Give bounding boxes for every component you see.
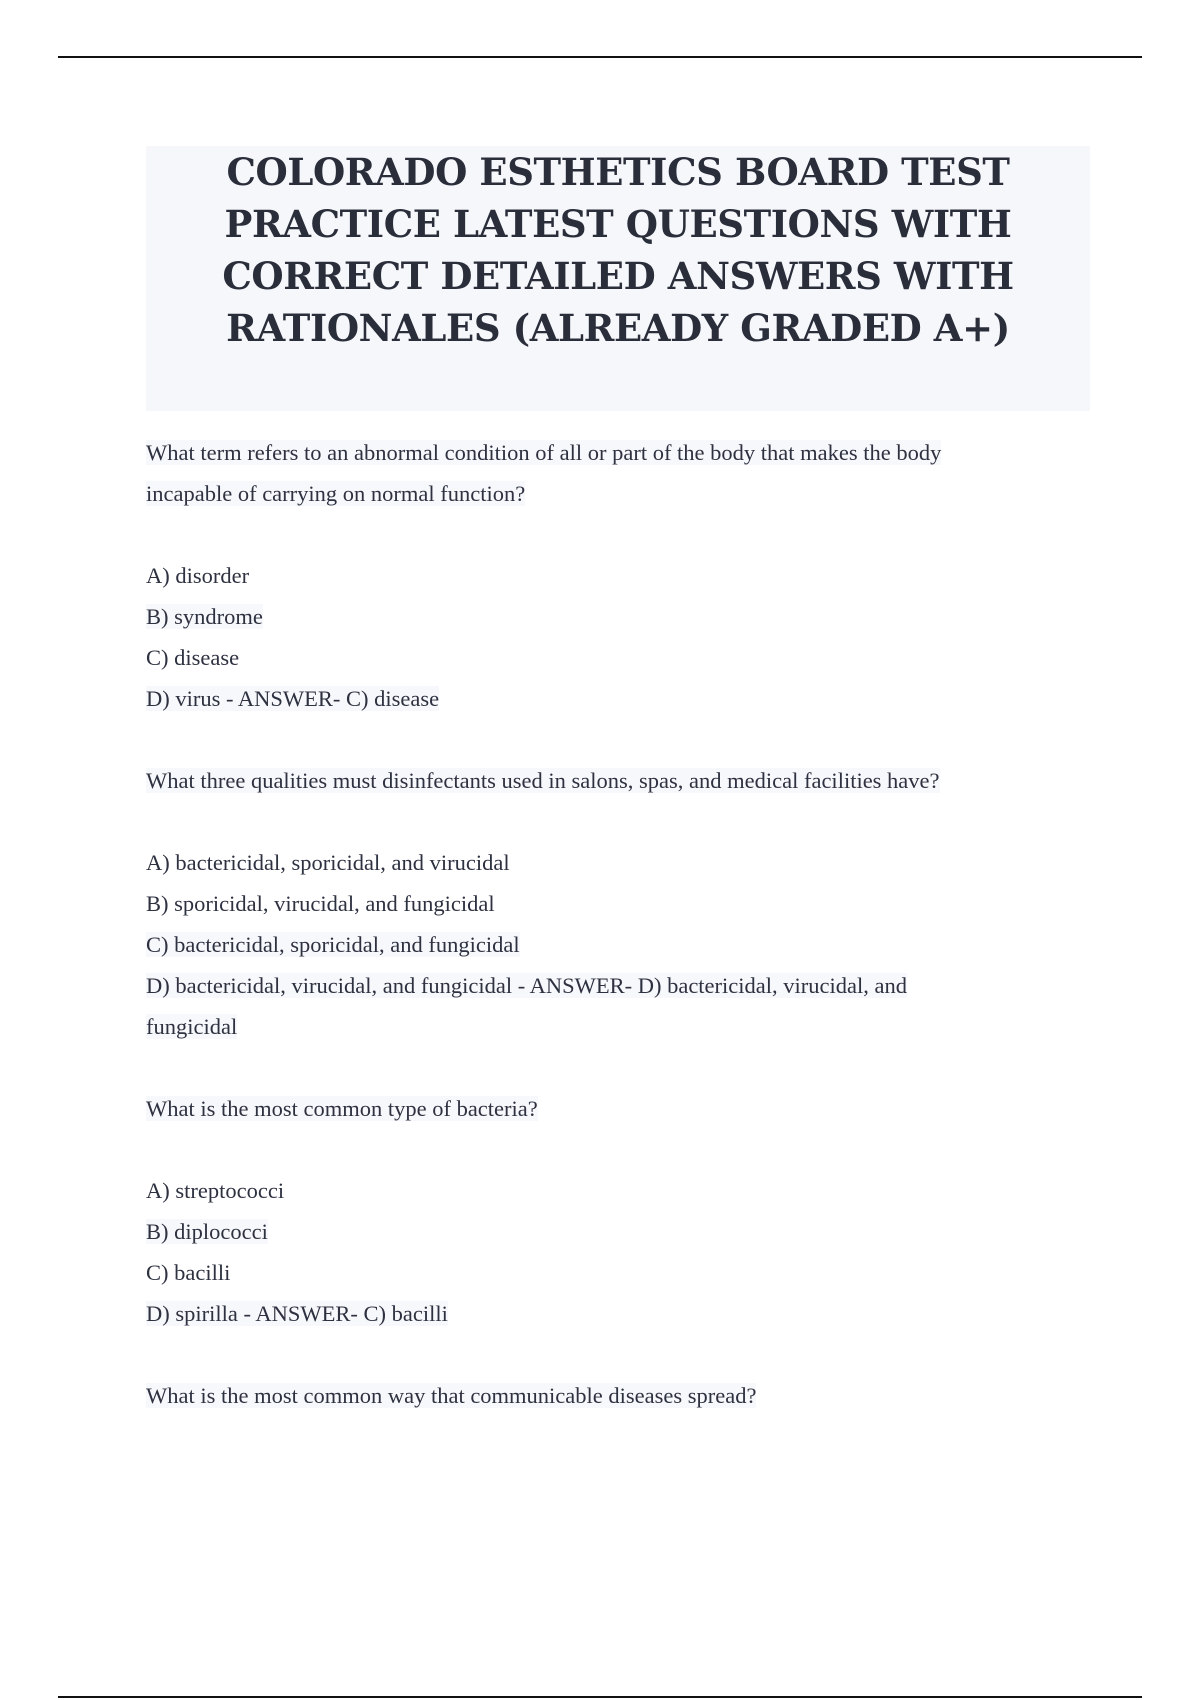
answer-option: B) diplococci bbox=[146, 1219, 268, 1244]
question-block bbox=[146, 1088, 1096, 1334]
answer-option: C) bactericidal, sporicidal, and fungicidal bbox=[146, 932, 520, 957]
title-line: CORRECT DETAILED ANSWERS WITH bbox=[222, 254, 1014, 298]
answer-option-with-answer: D) bactericidal, virucidal, and fungicidal - ANSWER- D) bactericidal, virucidal, and bbox=[146, 973, 907, 998]
answer-option-with-answer: D) virus - ANSWER- C) disease bbox=[146, 686, 440, 711]
answer-option-with-answer: D) spirilla - ANSWER- C) bacilli bbox=[146, 1301, 448, 1326]
answer-option-continuation: fungicidal bbox=[146, 1014, 238, 1039]
question-text: incapable of carrying on normal function? bbox=[146, 481, 526, 506]
answer-option: B) syndrome bbox=[146, 604, 263, 629]
answer-option: A) disorder bbox=[146, 563, 250, 588]
answer-option: C) bacilli bbox=[146, 1260, 231, 1285]
answer-option: C) disease bbox=[146, 645, 240, 670]
top-rule bbox=[58, 56, 1142, 58]
question-block bbox=[146, 432, 1096, 719]
question-text: What is the most common way that communicable diseases spread? bbox=[146, 1383, 757, 1408]
answer-option: A) streptococci bbox=[146, 1178, 285, 1203]
title-line: PRACTICE LATEST QUESTIONS WITH bbox=[224, 202, 1012, 246]
question-text: What three qualities must disinfectants used in salons, spas, and medical facilities have? bbox=[146, 768, 940, 793]
title-line: RATIONALES (ALREADY GRADED A+) bbox=[226, 306, 1010, 350]
question-text: What term refers to an abnormal condition of all or part of the body that makes the body bbox=[146, 440, 942, 465]
question-text: What is the most common type of bacteria? bbox=[146, 1096, 538, 1121]
title-line: COLORADO ESTHETICS BOARD TEST bbox=[226, 150, 1010, 194]
document-title bbox=[146, 146, 1090, 354]
questions-body bbox=[146, 432, 1096, 1416]
answer-option: A) bactericidal, sporicidal, and virucidal bbox=[146, 850, 510, 875]
question-block bbox=[146, 760, 1096, 1047]
title-banner bbox=[146, 146, 1090, 411]
question-block bbox=[146, 1375, 1096, 1416]
bottom-rule bbox=[58, 1696, 1142, 1698]
answer-option: B) sporicidal, virucidal, and fungicidal bbox=[146, 891, 495, 916]
